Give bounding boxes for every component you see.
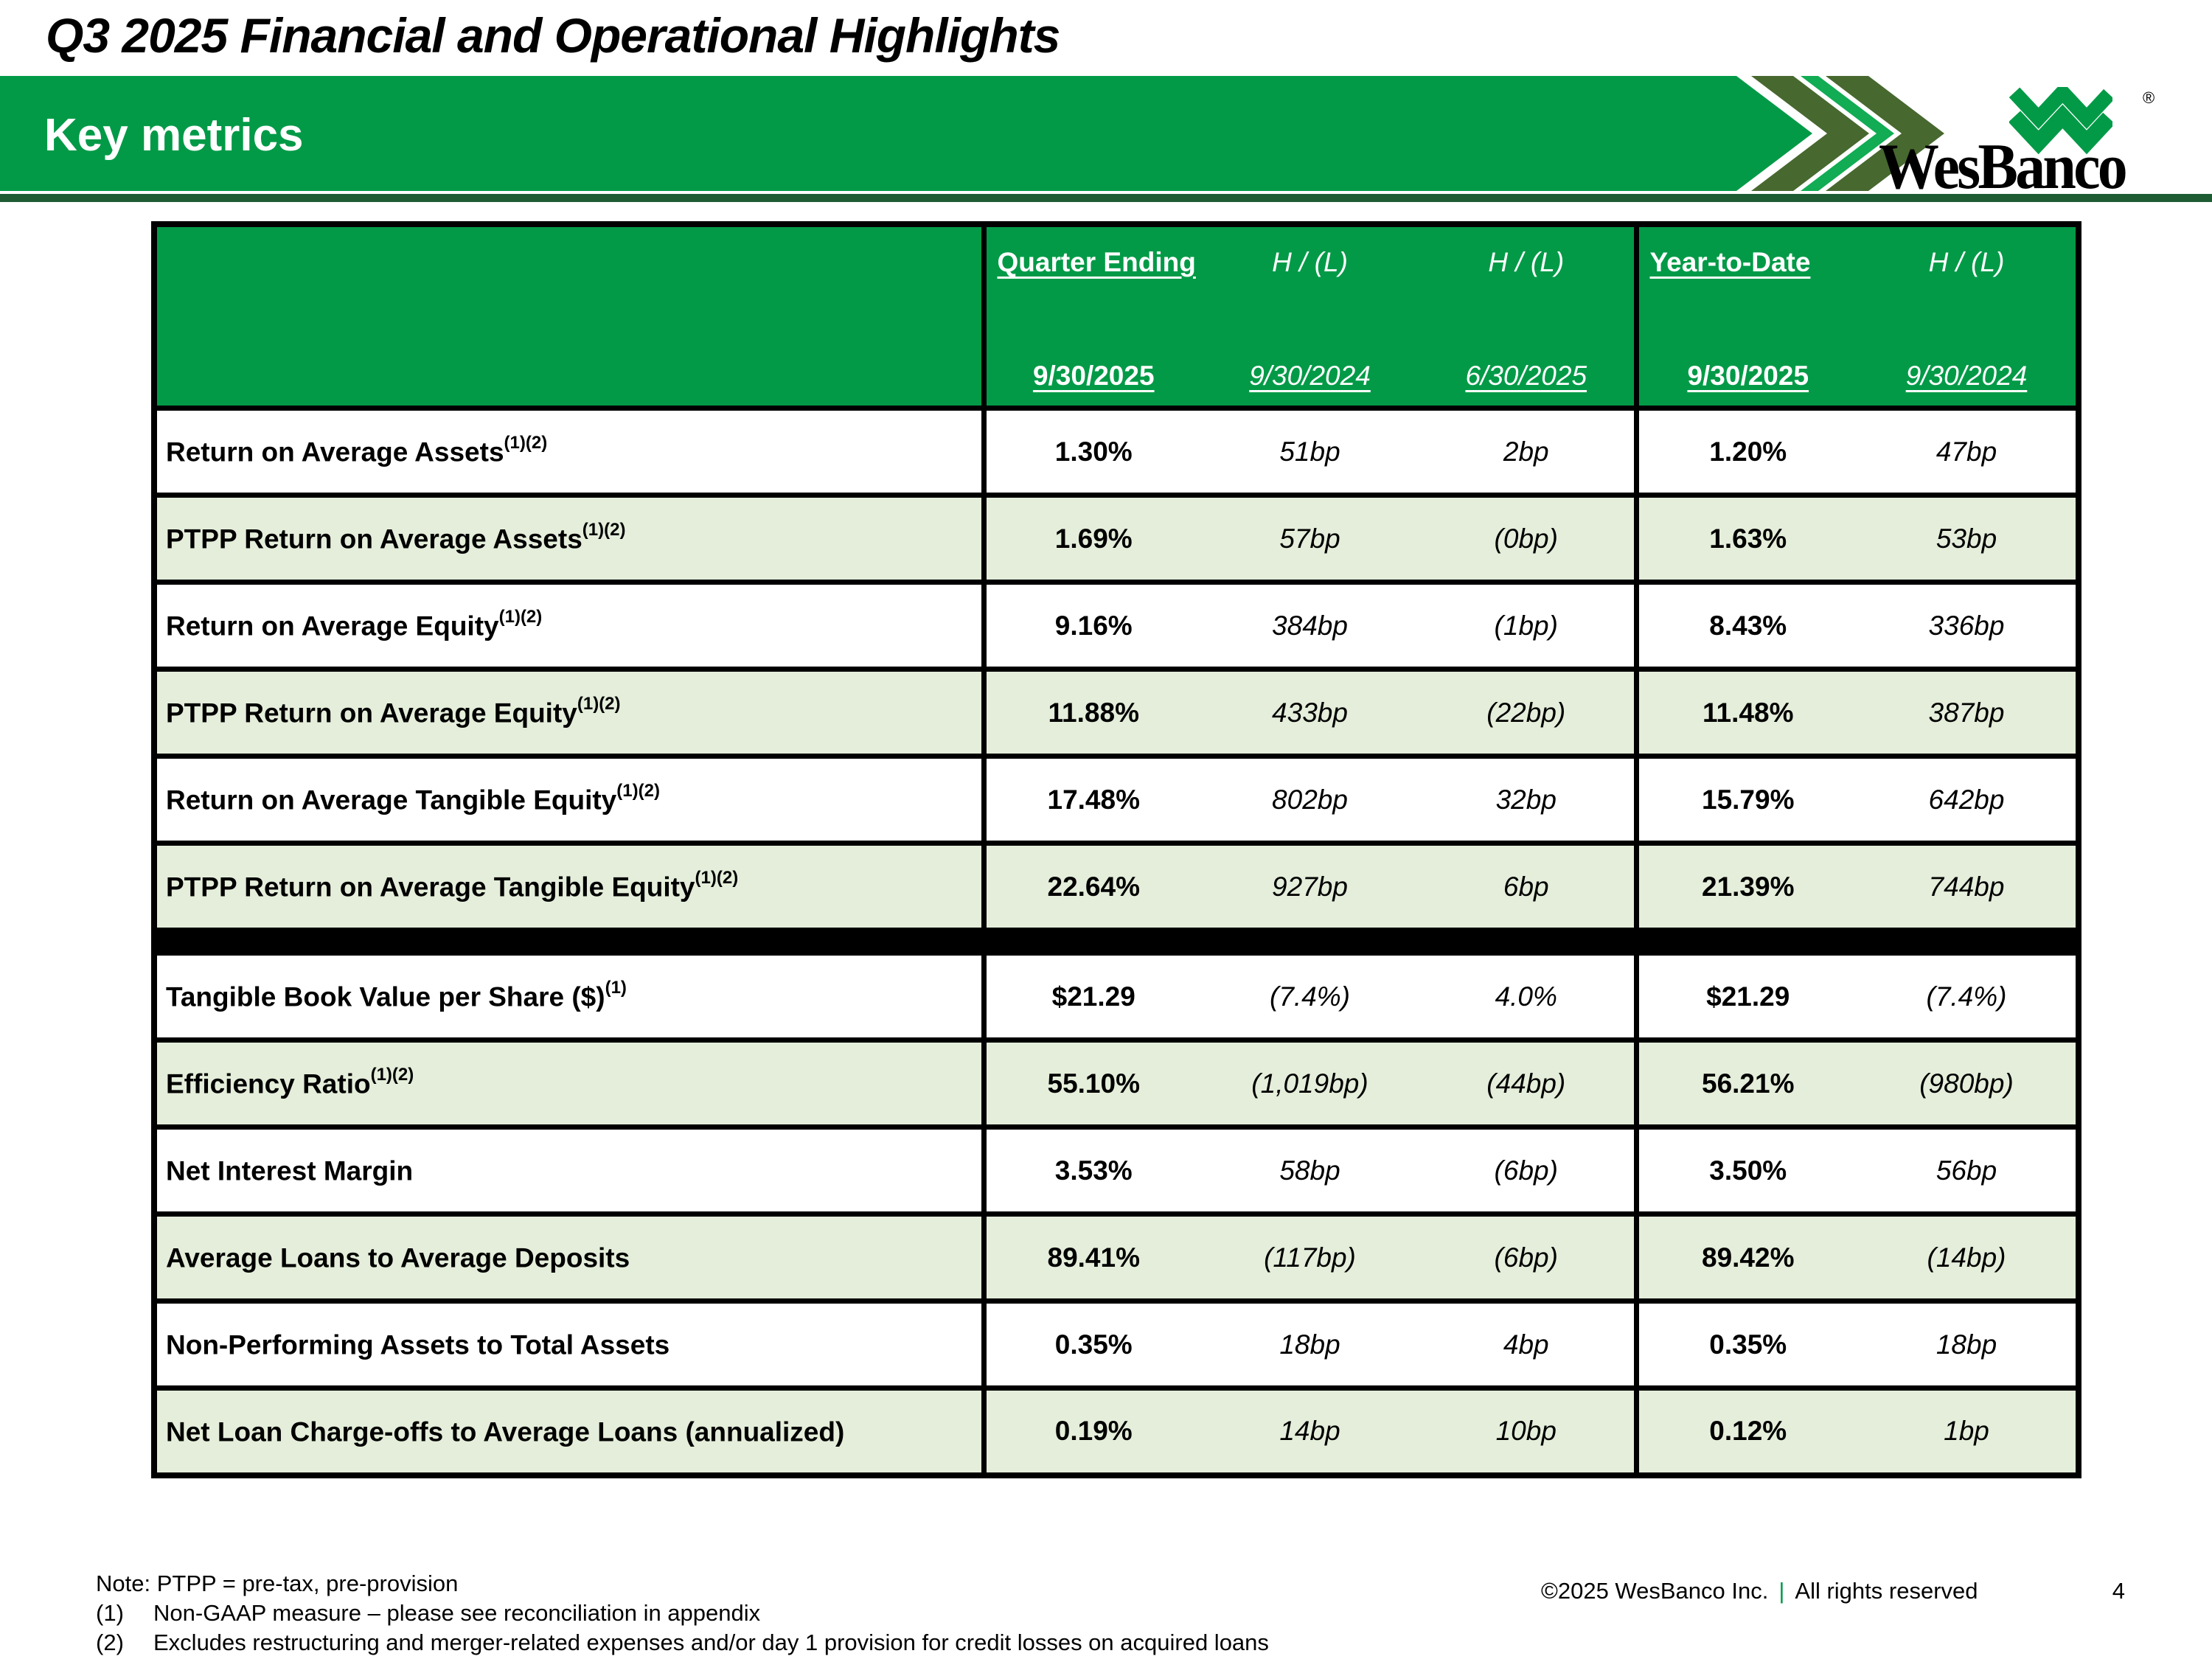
metric-value: 387bp	[1857, 669, 2079, 757]
copyright-separator: |	[1778, 1578, 1785, 1604]
footnote-2-number: (2)	[96, 1630, 124, 1655]
metric-value: 744bp	[1857, 844, 2079, 931]
metric-value: 47bp	[1857, 408, 2079, 495]
footnote-1-text: Non-GAAP measure – please see reconciliation in appendix	[153, 1600, 761, 1626]
footnote-ref: (1)(2)	[504, 432, 548, 453]
metric-label: PTPP Return on Average Equity	[166, 698, 577, 728]
footnote-ref: (1)(2)	[695, 867, 739, 888]
rights-text: All rights reserved	[1795, 1578, 1978, 1604]
metric-value: (14bp)	[1857, 1214, 2079, 1301]
table-row	[154, 408, 2079, 495]
wesbanco-logo	[1858, 59, 2212, 203]
page-number: 4	[2112, 1578, 2125, 1604]
header-year-to-date: Year-to-Date 9/30/2025	[1636, 224, 1857, 408]
table-header-row	[154, 224, 2079, 408]
metric-value: 22.64%	[984, 844, 1201, 931]
metric-label: PTPP Return on Average Assets	[166, 524, 582, 554]
metric-value: 8.43%	[1636, 582, 1857, 669]
table-row	[154, 953, 2079, 1040]
metric-label: Tangible Book Value per Share ($)	[166, 981, 605, 1012]
footnote-2	[96, 1628, 1269, 1658]
metric-label: Non-Performing Assets to Total Assets	[166, 1329, 670, 1360]
table-row	[154, 1127, 2079, 1214]
metric-value: 3.53%	[984, 1127, 1201, 1214]
table-row	[154, 1214, 2079, 1301]
footnote-ref: (1)(2)	[370, 1064, 414, 1085]
metric-value: 642bp	[1857, 757, 2079, 844]
metric-value: 1bp	[1857, 1388, 2079, 1475]
metric-value: 53bp	[1857, 495, 2079, 582]
metric-value: 18bp	[1201, 1301, 1419, 1388]
logo-wordmark: WesBanco	[1879, 131, 2126, 203]
metric-value: $21.29	[984, 953, 1201, 1040]
header-hl-prior-year: H / (L) 9/30/2024	[1201, 224, 1419, 408]
banner-label: Key metrics	[44, 110, 304, 161]
metric-value: 1.63%	[1636, 495, 1857, 582]
metric-value: 56.21%	[1636, 1040, 1857, 1127]
footnote-ref: (1)(2)	[577, 693, 621, 714]
table-row	[154, 1040, 2079, 1127]
header-empty-cell	[154, 224, 984, 408]
metric-value: 14bp	[1201, 1388, 1419, 1475]
metric-value: 1.20%	[1636, 408, 1857, 495]
metric-value: 18bp	[1857, 1301, 2079, 1388]
metric-value: 336bp	[1857, 582, 2079, 669]
metric-label: Return on Average Assets	[166, 437, 504, 467]
registered-mark-icon: ®	[2143, 88, 2155, 107]
header-hl-ytd-prior: H / (L) 9/30/2024	[1857, 224, 2079, 408]
metric-value: (117bp)	[1201, 1214, 1419, 1301]
metric-label: PTPP Return on Average Tangible Equity	[166, 872, 695, 902]
metric-value: 11.48%	[1636, 669, 1857, 757]
metric-value: 89.42%	[1636, 1214, 1857, 1301]
metric-value: 4.0%	[1419, 953, 1636, 1040]
metric-label: Return on Average Equity	[166, 611, 499, 641]
metric-value: 802bp	[1201, 757, 1419, 844]
metric-value: 17.48%	[984, 757, 1201, 844]
metric-value: 0.35%	[984, 1301, 1201, 1388]
header-hl-prior-quarter: H / (L) 6/30/2025	[1419, 224, 1636, 408]
metric-value: 384bp	[1201, 582, 1419, 669]
table-row	[154, 844, 2079, 931]
header-quarter-ending: Quarter Ending 9/30/2025	[984, 224, 1201, 408]
footnote-ref: (1)	[605, 977, 627, 998]
table-row	[154, 1301, 2079, 1388]
metric-label: Net Loan Charge-offs to Average Loans (annualized)	[166, 1416, 845, 1447]
metric-value: 89.41%	[984, 1214, 1201, 1301]
metric-label: Net Interest Margin	[166, 1155, 414, 1186]
metric-value: (1bp)	[1419, 582, 1636, 669]
table-row	[154, 582, 2079, 669]
footnote-2-text: Excludes restructuring and merger-related expenses and/or day 1 provision for credit losses on acquired loans	[153, 1630, 1269, 1655]
metric-value: 56bp	[1857, 1127, 2079, 1214]
metric-value: 6bp	[1419, 844, 1636, 931]
metric-value: (1,019bp)	[1201, 1040, 1419, 1127]
metric-value: 32bp	[1419, 757, 1636, 844]
footnote-ref: (1)(2)	[498, 606, 543, 627]
metric-value: (22bp)	[1419, 669, 1636, 757]
metric-value: 1.30%	[984, 408, 1201, 495]
metric-value: 2bp	[1419, 408, 1636, 495]
metric-value: 21.39%	[1636, 844, 1857, 931]
footnote-ref: (1)(2)	[616, 780, 660, 801]
metric-value: 9.16%	[984, 582, 1201, 669]
metric-value: 433bp	[1201, 669, 1419, 757]
footnote-ref: (1)(2)	[582, 519, 626, 540]
copyright-line	[1541, 1578, 2131, 1604]
key-metrics-table	[151, 221, 2081, 1478]
metric-value: 0.12%	[1636, 1388, 1857, 1475]
metric-value: 4bp	[1419, 1301, 1636, 1388]
table-row	[154, 757, 2079, 844]
metric-label: Average Loans to Average Deposits	[166, 1242, 630, 1273]
metric-value: (6bp)	[1419, 1214, 1636, 1301]
metric-value: 1.69%	[984, 495, 1201, 582]
metric-label: Efficiency Ratio	[166, 1068, 371, 1099]
metric-value: 51bp	[1201, 408, 1419, 495]
metric-value: 55.10%	[984, 1040, 1201, 1127]
metric-value: 57bp	[1201, 495, 1419, 582]
footnotes-block	[96, 1569, 1269, 1658]
metric-value: 3.50%	[1636, 1127, 1857, 1214]
metric-value: (980bp)	[1857, 1040, 2079, 1127]
footnote-1	[96, 1599, 1269, 1628]
metric-value: (44bp)	[1419, 1040, 1636, 1127]
note-line: Note: PTPP = pre-tax, pre-provision	[96, 1571, 459, 1596]
metric-value: (0bp)	[1419, 495, 1636, 582]
table-row	[154, 1388, 2079, 1475]
metric-value: (7.4%)	[1857, 953, 2079, 1040]
metric-value: 11.88%	[984, 669, 1201, 757]
metric-value: $21.29	[1636, 953, 1857, 1040]
footnote-1-number: (1)	[96, 1600, 124, 1626]
copyright-text: ©2025 WesBanco Inc.	[1541, 1578, 1769, 1604]
metric-value: (7.4%)	[1201, 953, 1419, 1040]
metric-value: 10bp	[1419, 1388, 1636, 1475]
table-row	[154, 669, 2079, 757]
page-title: Q3 2025 Financial and Operational Highlights	[46, 8, 1060, 63]
metric-value: 927bp	[1201, 844, 1419, 931]
metric-value: 58bp	[1201, 1127, 1419, 1214]
table-row	[154, 495, 2079, 582]
metric-value: (6bp)	[1419, 1127, 1636, 1214]
metric-value: 0.35%	[1636, 1301, 1857, 1388]
metric-value: 15.79%	[1636, 757, 1857, 844]
metric-label: Return on Average Tangible Equity	[166, 785, 617, 815]
section-divider-bar	[154, 931, 2079, 953]
metric-value: 0.19%	[984, 1388, 1201, 1475]
